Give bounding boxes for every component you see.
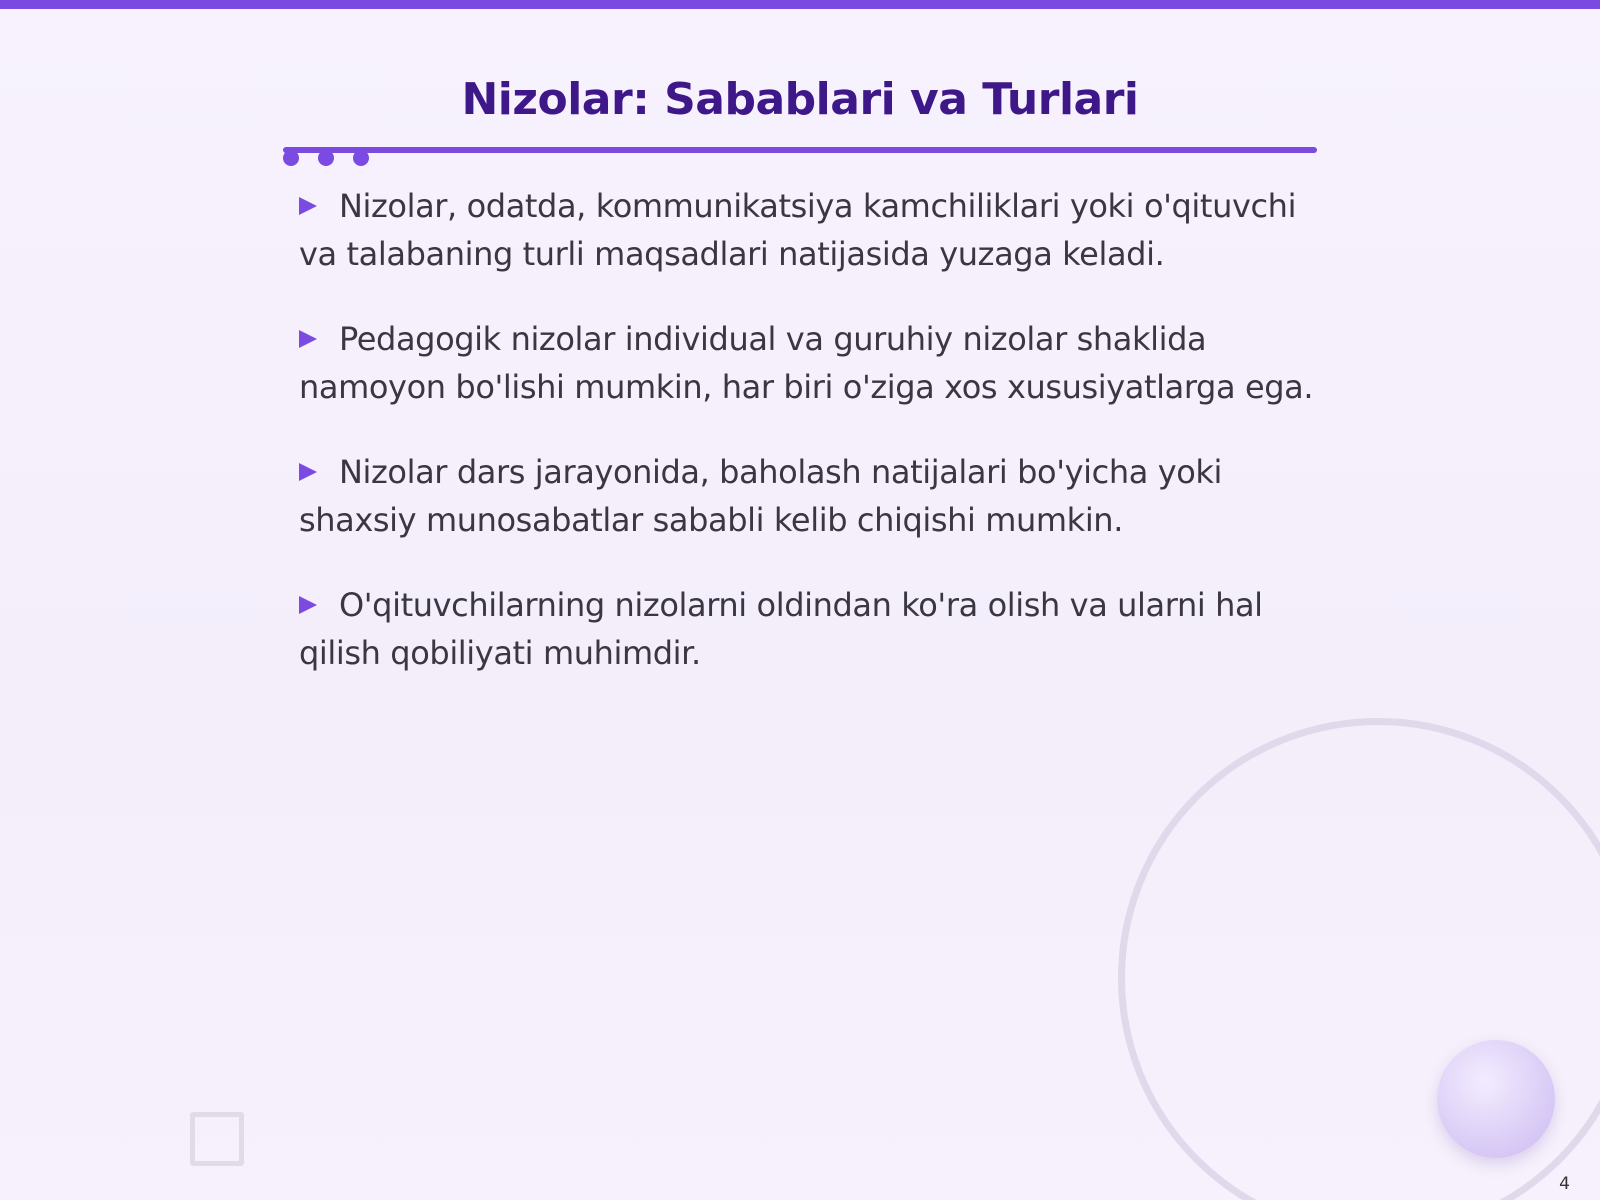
bullet-item (299, 315, 1319, 411)
bullet-item (299, 581, 1319, 677)
bullet-item (299, 182, 1319, 278)
triangle-bullet-icon (299, 596, 317, 614)
top-accent-bar (0, 0, 1600, 9)
bullet-text: Pedagogik nizolar individual va guruhiy nizolar shaklida namoyon bo'lishi mumkin, har biri o'ziga xos xususiyatlarga ega. (299, 320, 1314, 406)
slide-title: Nizolar: Sabablari va Turlari (461, 74, 1139, 125)
triangle-bullet-icon (299, 330, 317, 348)
bullet-text: Nizolar dars jarayonida, baholash natijalari bo'yicha yoki shaxsiy munosabatlar sababli kelib chiqishi mumkin. (299, 453, 1223, 539)
decorative-sphere-icon (1437, 1040, 1555, 1158)
bullet-list (299, 182, 1319, 714)
title-underline (283, 147, 1317, 153)
underline-dot-icon (353, 150, 369, 166)
triangle-bullet-icon (299, 197, 317, 215)
bullet-item (299, 448, 1319, 544)
bullet-text: O'qituvchilarning nizolarni oldindan ko'ra olish va ularni hal qilish qobiliyati muhimdir. (299, 586, 1263, 672)
decorative-square-icon (190, 1112, 244, 1166)
underline-dot-icon (318, 150, 334, 166)
page-number: 4 (1559, 1174, 1570, 1194)
triangle-bullet-icon (299, 463, 317, 481)
bullet-text: Nizolar, odatda, kommunikatsiya kamchiliklari yoki o'qituvchi va talabaning turli maqsadlari natijasida yuzaga keladi. (299, 187, 1297, 273)
underline-dot-icon (283, 150, 299, 166)
